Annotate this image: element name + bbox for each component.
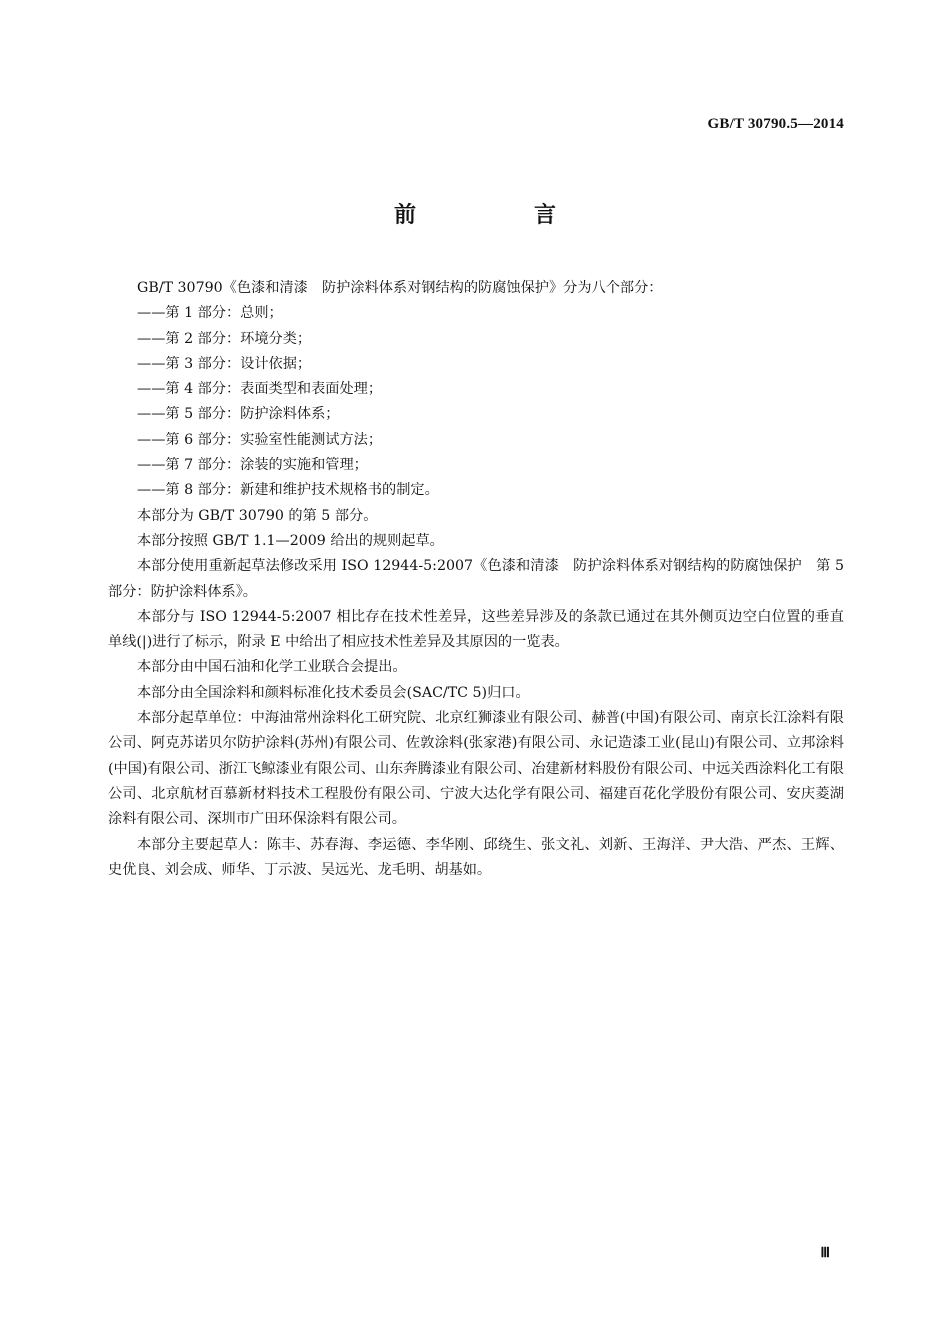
- list-item-part-1: ——第 1 部分：总则；: [137, 305, 283, 322]
- paragraph-main-drafters: 本部分主要起草人：陈丰、苏春海、李运德、李华刚、邱绕生、张文礼、刘新、王海洋、尹大浩、严杰、王辉、史优良、刘会成、师华、丁示波、吴远光、龙毛明、胡基如。: [108, 836, 844, 878]
- paragraph-drafting-units: 本部分起草单位：中海油常州涂料化工研究院、北京红狮漆业有限公司、赫普(中国)有限公司、南京长江涂料有限公司、阿克苏诺贝尔防护涂料(苏州)有限公司、佐敦涂料(张家港)有限公司、永记造漆工业(昆山)有限公司、立邦涂料(中国)有限公司、浙江飞鲸漆业有限公司、山东奔腾漆业有限公司、冶建新材料股份有限公司、中远关西涂料化工有限公司、北京航材百慕新材料技术工程股份有限公司、宁波大达化学有限公司、福建百花化学股份有限公司、安庆菱湖涂料有限公司、深圳市广田环保涂料有限公司。: [108, 710, 844, 828]
- standard-code: GB/T 30790.5—2014: [707, 116, 844, 132]
- list-item-part-8: ——第 8 部分：新建和维护技术规格书的制定。: [137, 482, 439, 499]
- page-number: Ⅲ: [820, 1246, 830, 1261]
- list-item-part-7: ——第 7 部分：涂装的实施和管理；: [137, 457, 368, 474]
- paragraph-part-statement: 本部分为 GB/T 30790 的第 5 部分。: [137, 507, 378, 524]
- list-item-part-5: ——第 5 部分：防护涂料体系；: [137, 406, 340, 423]
- paragraph-proposed-by: 本部分由中国石油和化学工业联合会提出。: [137, 659, 407, 676]
- page-title: 前 言: [393, 203, 604, 228]
- foreword-body: [108, 276, 844, 883]
- list-item-part-2: ——第 2 部分：环境分类；: [137, 330, 312, 347]
- list-item-part-3: ——第 3 部分：设计依据；: [137, 355, 312, 372]
- paragraph-adoption: 本部分使用重新起草法修改采用 ISO 12944-5:2007《色漆和清漆 防护涂料体系对钢结构的防腐蚀保护 第 5 部分：防护涂料体系》。: [108, 558, 844, 600]
- paragraph-technical-differences: 本部分与 ISO 12944-5:2007 相比存在技术性差异，这些差异涉及的条款已通过在其外侧页边空白位置的垂直单线(|)进行了标示，附录 E 中给出了相应技术性差异及其原因的一览表。: [108, 608, 844, 651]
- paragraph-intro: GB/T 30790《色漆和清漆 防护涂料体系对钢结构的防腐蚀保护》分为八个部分：: [137, 280, 663, 296]
- paragraph-drafting-rules: 本部分按照 GB/T 1.1—2009 给出的规则起草。: [137, 532, 444, 549]
- paragraph-under-jurisdiction: 本部分由全国涂料和颜料标准化技术委员会(SAC/TC 5)归口。: [137, 684, 530, 701]
- list-item-part-6: ——第 6 部分：实验室性能测试方法；: [137, 431, 383, 448]
- list-item-part-4: ——第 4 部分：表面类型和表面处理；: [137, 381, 383, 398]
